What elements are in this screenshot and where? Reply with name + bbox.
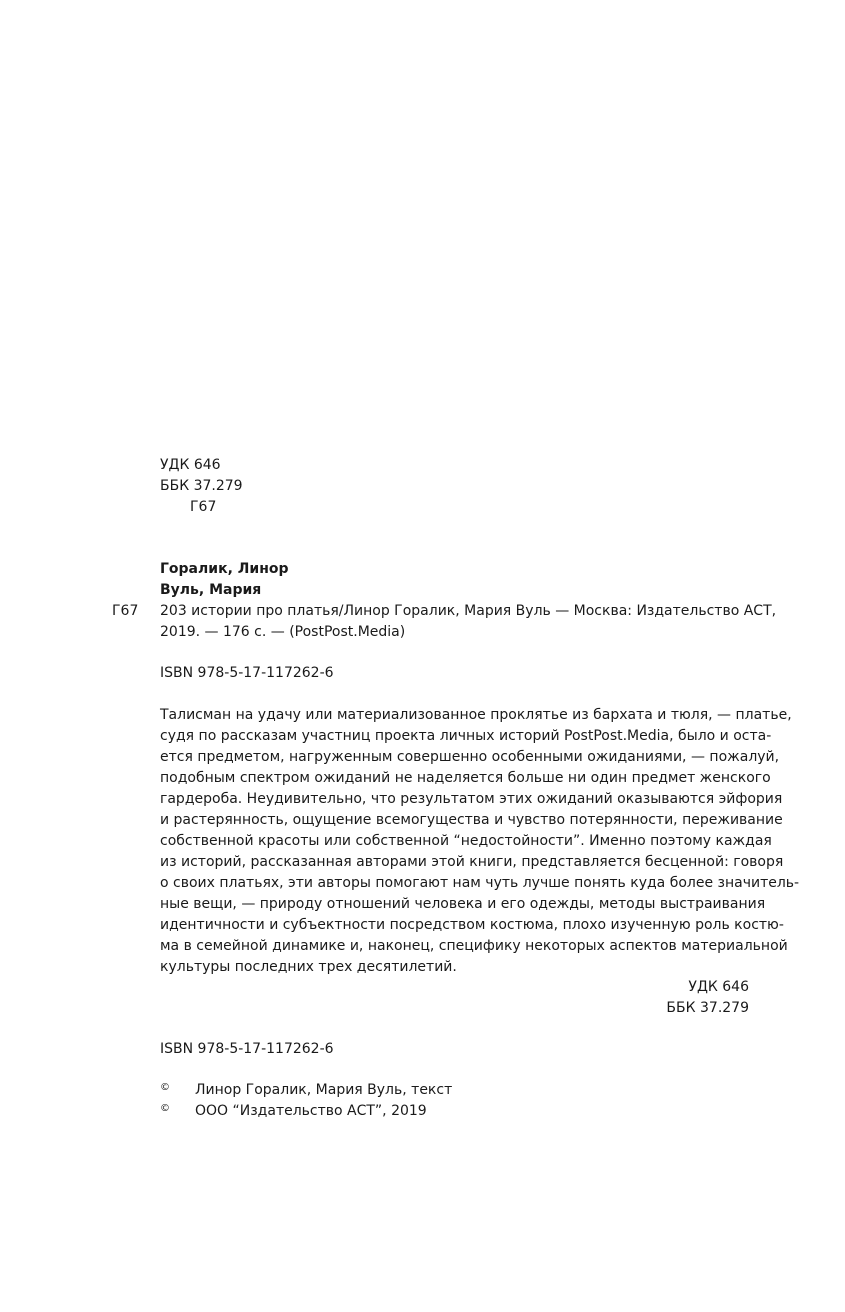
abstract-line: ется предметом, нагруженным совершенно особенными ожиданиями, — пожалуй,	[160, 749, 780, 765]
bbk-code-top: ББК 37.279	[160, 478, 243, 494]
abstract-line: гардероба. Неудивительно, что результатом этих ожиданий оказываются эйфория	[160, 791, 783, 807]
udk-code-bottom: УДК 646	[688, 979, 749, 995]
abstract-line: ма в семейной динамике и, наконец, специфику некоторых аспектов материальной	[160, 938, 788, 954]
abstract-line: и растерянность, ощущение всемогущества и чувство потерянности, переживание	[160, 812, 783, 828]
isbn-bottom: ISBN 978-5-17-117262-6	[160, 1041, 334, 1057]
abstract-line: из историй, рассказанная авторами этой книги, представляется бесценной: говоря	[160, 854, 784, 870]
abstract-line: собственной красоты или собственной “недостойности”. Именно поэтому каждая	[160, 833, 772, 849]
entry-author-mark: Г67	[112, 603, 139, 619]
abstract-line: подобным спектром ожиданий не наделяется больше ни один предмет женского	[160, 770, 771, 786]
udk-code-top: УДК 646	[160, 457, 221, 473]
author-name-2: Вуль, Мария	[160, 582, 262, 598]
isbn-top: ISBN 978-5-17-117262-6	[160, 665, 334, 681]
copyright-sign: ©	[160, 1103, 170, 1114]
abstract-line: о своих платьях, эти авторы помогают нам чуть лучше понять куда более значитель-	[160, 875, 800, 891]
copyright-text: ООО “Издательство АСТ”, 2019	[195, 1103, 427, 1119]
copyright-text: Линор Горалик, Мария Вуль, текст	[195, 1082, 453, 1098]
abstract-line: культуры последних трех десятилетий.	[160, 959, 457, 975]
author-mark-top: Г67	[190, 499, 217, 515]
title-line-2: 2019. — 176 с. — (PostPost.Media)	[160, 624, 406, 640]
copyright-sign: ©	[160, 1082, 170, 1093]
abstract-line: Талисман на удачу или материализованное проклятье из бархата и тюля, — платье,	[160, 707, 792, 723]
abstract-line: судя по рассказам участниц проекта личных историй PostPost.Media, было и оста-	[160, 728, 772, 744]
abstract-line: ные вещи, — природу отношений человека и его одежды, методы выстраивания	[160, 896, 766, 912]
abstract-line: идентичности и субъектности посредством костюма, плохо изученную роль костю-	[160, 917, 784, 933]
author-name-1: Горалик, Линор	[160, 561, 289, 577]
title-line-1: 203 истории про платья/Линор Горалик, Мария Вуль — Москва: Издательство АСТ,	[160, 603, 777, 619]
bbk-code-bottom: ББК 37.279	[666, 1000, 749, 1016]
